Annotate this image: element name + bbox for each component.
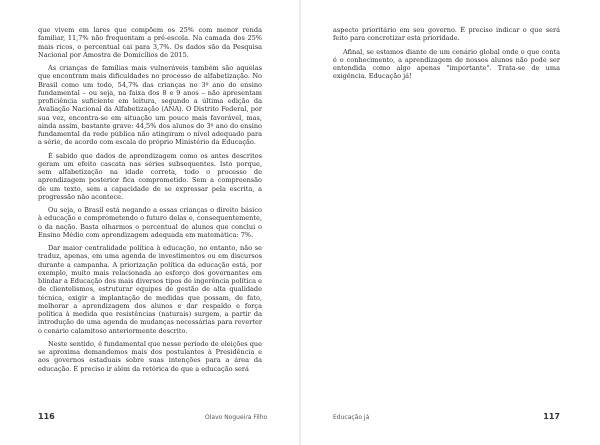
- right-text-column: [333, 26, 560, 86]
- left-paragraph-5: Dar maior centralidade política à educação, no entanto, não se traduz, apenas, em uma agenda de investimentos ou em discursos durante a campanha. A priorização política da educação está, por exemplo, muito mais relacionada ao esforço dos governantes em blindar a Educação dos mais diversos tipos de ingerência política e de clientelismos, estruturar equipes de gestão de alta qualidade técnica, exigir a implantação de medidas que possam, de fato, melhorar a aprendizagem dos alunos e dar respaldo e força política à medida que resistências (naturais) surgem, a partir da introdução de uma agenda de mudanças necessárias para reverter o cenário calamitoso anteriormente descrito.: [38, 244, 262, 335]
- left-paragraph-2: As crianças de famílias mais vulneráveis também são aquelas que encontram mais dificuldades no processo de alfabetização. No Brasil como um todo, 54,7% das crianças no 3º ano do ensino fundamental – ou seja, na faixa dos 8 e 9 anos – não apresentam proficiência suficiente em leitura, segundo a última edição da Avaliação Nacional da Alfabetização (ANA). O Distrito Federal, por sua vez, encontra-se em situação um pouco mais favorável, mas, ainda assim, bastante grave: 44,5% dos alunos do 3º ano do ensino fundamental da rede pública não atingiram o nível adequado para a série, de acordo com escala do próprio Ministério da Educação.: [38, 64, 262, 147]
- right-page: [300, 0, 600, 445]
- left-page-number: 116: [38, 412, 55, 421]
- left-text-column: [38, 26, 262, 378]
- left-paragraph-3: É sabido que dados de aprendizagem como os antes descritos geram um efeito cascata nas séries subsequentes. Isto porque, sem alfabetização na idade correta, todo o processo de aprendizagem posterior fica comprometido. Sem a compreensão de um texto, sem a capacidade de se expressar pela escrita, a progressão não acontece.: [38, 151, 262, 201]
- right-paragraph-1: aspecto prioritário em seu governo. É preciso indicar o que será feito para concretizar esta prioridade.: [333, 26, 560, 43]
- right-page-number: 117: [543, 412, 560, 421]
- left-paragraph-6: Neste sentido, é fundamental que nesse período de eleições que se aproxima demandemos mais dos postulantes à Presidência e aos governos estaduais sobre suas intenções para a área da educação. É preciso ir além da retórica de que a educação será: [38, 339, 262, 373]
- right-paragraph-2: Afinal, se estamos diante de um cenário global onde o que conta é o conhecimento, a aprendizagem de nossos alunos não pode ser entendida como algo apenas "importante". Trata-se de uma exigência. Educação já!: [333, 47, 560, 81]
- left-footer-author: Olavo Nogueira Filho: [205, 414, 268, 421]
- left-paragraph-4: Ou seja, o Brasil está negando a essas crianças o direito básico à educação e comprometendo o futuro delas e, consequentemente, o da nação. Basta olharmos o percentual de alunos que conclui o Ensino Médio com aprendizagem adequada em matemática: 7%.: [38, 206, 262, 239]
- left-paragraph-1: que vivem em lares que compõem os 25% com menor renda familiar, 11,7% não frequentam a pré-escola. Na camada dos 25% mais ricos, o percentual cai para 3,7%. Os dados são da Pesquisa Nacional por Amostra de Domicílios de 2015.: [38, 26, 262, 59]
- right-footer-title: Educação já: [333, 414, 370, 421]
